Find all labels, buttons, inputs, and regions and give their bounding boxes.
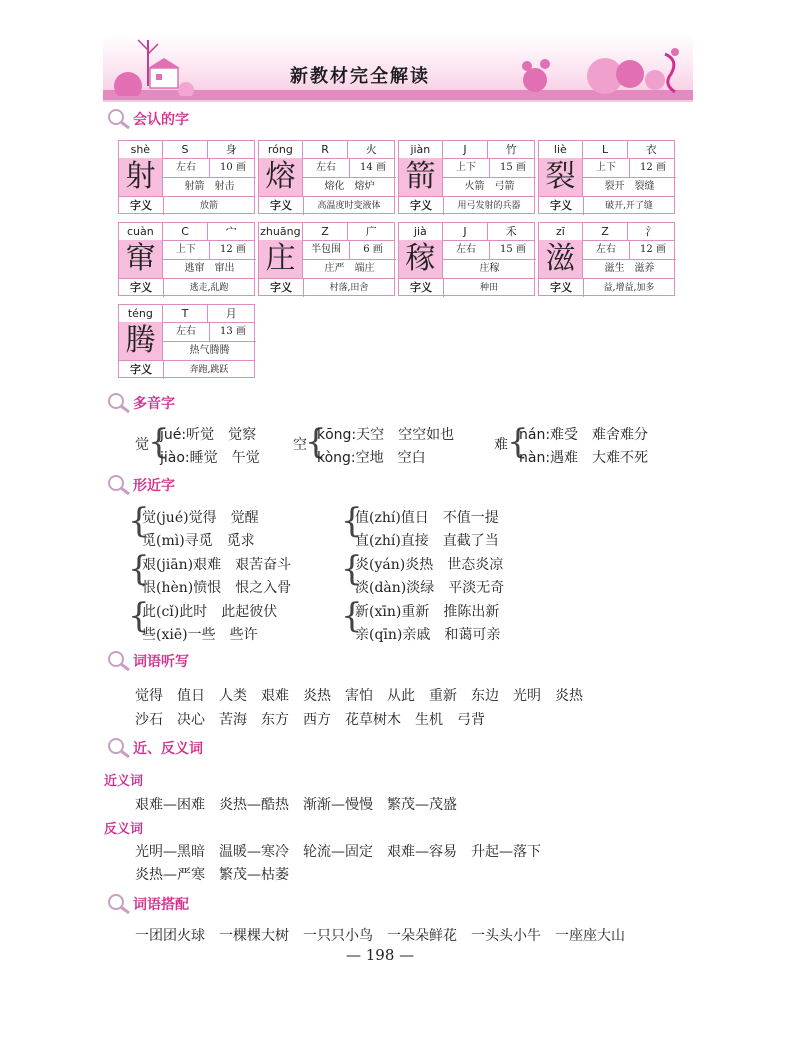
card-radical: 衣 <box>645 143 657 156</box>
card-structure-row <box>583 158 676 178</box>
synonym-line: 艰难—困难 炎热—酷热 渐渐—慢慢 繁茂—茂盛 <box>135 797 457 813</box>
brace: { <box>128 596 150 636</box>
card-word: 熔化 <box>324 181 345 192</box>
card-header <box>119 141 254 159</box>
section-recognize <box>107 108 189 130</box>
polyphone-reading: nán:难受 难舍难分 <box>519 427 649 443</box>
card-structure-row <box>443 158 536 178</box>
card-pinyin: jiàn <box>399 141 443 158</box>
card-character: 滋 <box>539 240 583 278</box>
card-structure-row <box>583 240 676 260</box>
card-pinyin: téng <box>119 305 163 322</box>
section-collocation <box>107 893 189 915</box>
card-structure-row <box>163 158 256 178</box>
card-word: 射击 <box>214 181 235 192</box>
card-header <box>259 141 394 159</box>
house-tree-illustration <box>108 36 198 96</box>
character-card <box>258 222 395 296</box>
card-words <box>443 177 536 196</box>
card-meaning: 用弓发射的兵器 <box>457 201 521 211</box>
card-structure: 左右 <box>163 322 210 341</box>
card-character: 熔 <box>259 158 303 196</box>
section-title-similar: 形近字 <box>133 478 175 494</box>
card-header <box>399 223 534 241</box>
card-structure-row <box>303 240 396 260</box>
card-structure-row <box>303 158 396 178</box>
card-meaning-row <box>539 278 674 297</box>
brace: { <box>128 501 150 541</box>
card-pinyin: zhuāng <box>259 223 303 240</box>
card-word: 射箭 <box>184 181 205 192</box>
card-strokes: 12 画 <box>640 162 666 173</box>
dictation-line: 觉得 值日 人类 艰难 炎热 害怕 从此 重新 东边 光明 炎热 <box>135 688 583 704</box>
card-word: 庄稼 <box>479 263 500 274</box>
card-meaning-row <box>259 278 394 297</box>
card-strokes: 12 画 <box>640 244 666 255</box>
card-meaning: 破开,开了缝 <box>605 201 653 211</box>
card-words <box>443 259 536 278</box>
card-meaning-label: 字义 <box>539 279 584 297</box>
card-word: 滋养 <box>634 263 655 274</box>
card-pinyin: jià <box>399 223 443 240</box>
card-meaning-row <box>259 196 394 215</box>
card-meaning-row <box>399 278 534 297</box>
polyphone-reading: kōng:天空 空空如也 <box>317 427 455 443</box>
card-word: 裂开 <box>604 181 625 192</box>
magnifier-icon <box>107 392 131 414</box>
similar-entry: 值(zhí)值日 不值一提 <box>355 510 499 526</box>
similar-entry: 新(xīn)重新 推陈出新 <box>355 604 500 620</box>
card-character: 窜 <box>119 240 163 278</box>
brace: { <box>341 501 363 541</box>
character-card <box>118 140 255 214</box>
card-structure: 左右 <box>443 240 490 259</box>
card-initial: J <box>443 141 489 158</box>
similar-entry: 此(cǐ)此时 此起彼伏 <box>142 604 278 620</box>
card-meaning-label: 字义 <box>539 197 584 215</box>
antonym-line: 炎热—严寒 繁茂—枯萎 <box>135 867 289 883</box>
polyphone-reading: nàn:遇难 大难不死 <box>519 450 649 466</box>
magnifier-icon <box>107 474 131 496</box>
section-title-recognize: 会认的字 <box>133 112 189 128</box>
card-words <box>303 259 396 278</box>
similar-entry: 觅(mì)寻觅 觅求 <box>142 533 255 549</box>
card-meaning-label: 字义 <box>119 361 164 379</box>
card-pinyin: shè <box>119 141 163 158</box>
card-strokes: 6 画 <box>363 244 383 255</box>
character-card <box>538 222 675 296</box>
character-card <box>398 222 535 296</box>
card-structure: 半包围 <box>303 240 350 259</box>
collocation-line: 一团团火球 一棵棵大树 一只只小鸟 一朵朵鲜花 一头头小牛 一座座大山 <box>135 928 625 944</box>
card-word: 弓箭 <box>494 181 515 192</box>
card-header <box>259 223 394 241</box>
polyphone-reading: jué:听觉 觉察 <box>160 427 257 443</box>
card-initial: R <box>303 141 349 158</box>
section-title-dictation: 词语听写 <box>133 654 189 670</box>
card-meaning: 村落,田舍 <box>329 283 369 293</box>
magnifier-icon <box>107 893 131 915</box>
card-structure: 左右 <box>583 240 630 259</box>
card-meaning-row <box>119 278 254 297</box>
card-radical: 禾 <box>505 225 517 238</box>
character-card <box>258 140 395 214</box>
card-pinyin: zī <box>539 223 583 240</box>
card-header <box>539 141 674 159</box>
similar-entry: 艰(jiān)艰难 艰苦奋斗 <box>142 557 292 573</box>
card-radical: 身 <box>225 143 237 156</box>
card-structure: 上下 <box>443 158 490 177</box>
card-pinyin: róng <box>259 141 303 158</box>
card-header <box>119 223 254 241</box>
card-radical: 火 <box>365 143 377 156</box>
card-structure-row <box>163 240 256 260</box>
card-character: 腾 <box>119 322 163 360</box>
card-words <box>163 259 256 278</box>
card-structure: 左右 <box>163 158 210 177</box>
polyphone-reading: jiào:睡觉 午觉 <box>160 450 260 466</box>
character-card <box>118 222 255 296</box>
card-meaning-label: 字义 <box>119 279 164 297</box>
character-card <box>118 304 255 378</box>
card-meaning-label: 字义 <box>399 279 444 297</box>
brace: { <box>341 596 363 636</box>
card-strokes: 15 画 <box>500 244 526 255</box>
similar-entry: 些(xiē)一些 些许 <box>142 627 258 643</box>
similar-entry: 恨(hèn)愤恨 恨之入骨 <box>142 580 292 596</box>
card-initial: Z <box>583 223 629 240</box>
card-strokes: 12 画 <box>220 244 246 255</box>
card-word: 熔炉 <box>354 181 375 192</box>
card-meaning: 高温度时变液体 <box>317 201 381 211</box>
magnifier-icon <box>107 737 131 759</box>
card-radical: 广 <box>365 225 377 238</box>
card-strokes: 14 画 <box>360 162 386 173</box>
brace: { <box>148 422 170 462</box>
card-structure-row <box>443 240 536 260</box>
magnifier-icon <box>107 650 131 672</box>
card-meaning-label: 字义 <box>259 197 304 215</box>
card-radical: 月 <box>225 307 237 320</box>
card-structure: 左右 <box>303 158 350 177</box>
card-words <box>583 259 676 278</box>
card-words <box>163 177 256 196</box>
section-polyphone <box>107 392 175 414</box>
antonym-label: 反义词 <box>104 822 144 837</box>
similar-entry: 淡(dàn)淡绿 平淡无奇 <box>355 580 505 596</box>
card-meaning-row <box>119 360 254 379</box>
section-similar <box>107 474 175 496</box>
card-initial: T <box>163 305 209 322</box>
card-words <box>163 341 256 360</box>
antonym-line: 光明—黑暗 温暖—寒冷 轮流—固定 艰难—容易 升起—落下 <box>135 844 541 860</box>
card-words <box>303 177 396 196</box>
card-character: 庄 <box>259 240 303 278</box>
card-initial: C <box>163 223 209 240</box>
card-character: 射 <box>119 158 163 196</box>
brace: { <box>507 422 529 462</box>
card-meaning: 种田 <box>479 283 498 293</box>
section-title-collocation: 词语搭配 <box>133 897 189 913</box>
card-character: 稼 <box>399 240 443 278</box>
card-initial: L <box>583 141 629 158</box>
polyphone-char: 空 <box>293 437 307 453</box>
card-words <box>583 177 676 196</box>
card-strokes: 13 画 <box>220 326 246 337</box>
character-card <box>538 140 675 214</box>
brace: { <box>128 549 150 589</box>
card-initial: Z <box>303 223 349 240</box>
card-pinyin: cuàn <box>119 223 163 240</box>
card-word: 裂缝 <box>634 181 655 192</box>
synonym-label: 近义词 <box>104 774 144 789</box>
similar-entry: 炎(yán)炎热 世态炎凉 <box>355 557 504 573</box>
section-synonym-antonym <box>107 737 203 759</box>
flowers-illustration <box>515 40 690 96</box>
card-header <box>539 223 674 241</box>
card-strokes: 15 画 <box>500 162 526 173</box>
magnifier-icon <box>107 108 131 130</box>
card-header <box>119 305 254 323</box>
polyphone-char: 难 <box>494 437 508 453</box>
section-title-polyphone: 多音字 <box>133 396 175 412</box>
card-meaning: 奔跑,跳跃 <box>189 365 229 375</box>
similar-entry: 亲(qīn)亲戚 和蔼可亲 <box>355 627 501 643</box>
card-initial: J <box>443 223 489 240</box>
card-word: 逃窜 <box>184 263 205 274</box>
card-meaning-row <box>539 196 674 215</box>
page-number: — 198 — <box>346 946 415 964</box>
card-radical: 氵 <box>645 225 657 238</box>
card-word: 热气腾腾 <box>189 345 230 356</box>
section-dictation <box>107 650 189 672</box>
card-meaning-row <box>119 196 254 215</box>
card-word: 庄严 <box>324 263 345 274</box>
polyphone-reading: kòng:空地 空白 <box>317 450 426 466</box>
dictation-line: 沙石 决心 苦海 东方 西方 花草树木 生机 弓背 <box>135 712 485 728</box>
card-character: 箭 <box>399 158 443 196</box>
card-strokes: 10 画 <box>220 162 246 173</box>
card-structure: 上下 <box>163 240 210 259</box>
card-pinyin: liè <box>539 141 583 158</box>
card-word: 滋生 <box>604 263 625 274</box>
card-word: 火箭 <box>464 181 485 192</box>
similar-entry: 觉(jué)觉得 觉醒 <box>142 510 259 526</box>
section-title-synant: 近、反义词 <box>133 741 203 757</box>
card-word: 窜出 <box>214 263 235 274</box>
card-meaning: 逃走,乱跑 <box>189 283 229 293</box>
polyphone-char: 觉 <box>135 437 149 453</box>
card-meaning-row <box>399 196 534 215</box>
card-meaning: 益,增益,加多 <box>603 283 655 293</box>
card-initial: S <box>163 141 209 158</box>
card-header <box>399 141 534 159</box>
card-structure: 上下 <box>583 158 630 177</box>
card-meaning-label: 字义 <box>119 197 164 215</box>
card-structure-row <box>163 322 256 342</box>
character-card <box>398 140 535 214</box>
book-title: 新教材完全解读 <box>290 66 430 87</box>
brace: { <box>305 422 327 462</box>
card-word: 端庄 <box>354 263 375 274</box>
card-radical: 竹 <box>505 143 517 156</box>
card-radical: 宀 <box>225 225 237 238</box>
brace: { <box>341 549 363 589</box>
card-meaning-label: 字义 <box>399 197 444 215</box>
similar-entry: 直(zhí)直接 直截了当 <box>355 533 499 549</box>
card-meaning-label: 字义 <box>259 279 304 297</box>
card-character: 裂 <box>539 158 583 196</box>
card-meaning: 放箭 <box>199 201 218 211</box>
